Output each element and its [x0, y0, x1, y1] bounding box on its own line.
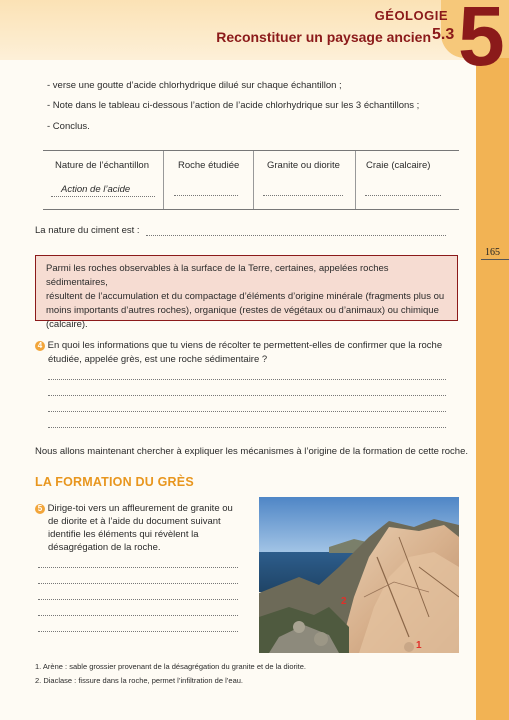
table-header: Roche étudiée — [178, 160, 240, 171]
answer-line[interactable] — [146, 235, 446, 236]
table-divider — [253, 151, 254, 209]
chapter-number: 5 — [458, 0, 505, 83]
instruction-line: - Note dans le tableau ci-dessous l’action de l’acide chlorhydrique sur les 3 échantillons ; — [47, 100, 420, 111]
answer-line[interactable] — [38, 599, 238, 600]
answer-line[interactable] — [48, 395, 446, 396]
question-text: En quoi les informations que tu viens de récolter te permettent-elles de confirmer que la roche — [47, 340, 443, 351]
answer-line[interactable] — [48, 427, 446, 428]
footnote: 1. Arène : sable grossier provenant de la désagrégation du granite et de la diorite. — [35, 662, 307, 671]
question-text: étudiée, appelée grès, est une roche sédimentaire ? — [48, 354, 268, 365]
definition-box — [35, 255, 458, 330]
answer-line[interactable] — [51, 196, 155, 197]
page-number: 165 — [485, 247, 500, 258]
question-text: identifie les éléments qui révèlent la — [48, 529, 199, 540]
results-table — [43, 150, 459, 210]
table-row-label: Action de l’acide — [61, 184, 131, 195]
answer-line[interactable] — [48, 379, 446, 380]
page-number-rule — [481, 259, 509, 260]
table-header: Nature de l’échantillon — [55, 160, 150, 171]
section-heading: LA FORMATION DU GRÈS — [35, 475, 194, 489]
table-divider — [163, 151, 164, 209]
question-text: de diorite et à l’aide du document suivant — [48, 516, 221, 527]
photo-label-arene: 1 — [416, 640, 422, 651]
question-number-badge: 4 — [35, 341, 45, 351]
question-4 — [35, 339, 442, 353]
definition-line: résultent de l’accumulation et du compactage d’éléments d’origine minérale (fragments plus ou — [46, 291, 445, 302]
definition-line: moins importants d’autres roches), organique (restes de végétaux ou d’animaux) ou chimique — [46, 305, 439, 316]
domain-title: GÉOLOGIE — [374, 8, 448, 23]
definition-line: Parmi les roches observables à la surface de la Terre, certaines, appelées roches sédimentaires, — [46, 263, 389, 288]
instruction-line: - Conclus. — [47, 121, 90, 132]
answer-line[interactable] — [38, 615, 238, 616]
cement-prompt: La nature du ciment est : — [35, 225, 140, 236]
question-5 — [35, 502, 233, 516]
question-number-badge: 5 — [35, 504, 45, 514]
answer-line[interactable] — [38, 631, 238, 632]
definition-line: (calcaire). — [46, 319, 88, 330]
photo-label-diaclase: 2 — [341, 596, 347, 607]
instruction-line: - verse une goutte d’acide chlorhydrique dilué sur chaque échantillon ; — [47, 80, 342, 91]
footnote: 2. Diaclase : fissure dans la roche, permet l’infiltration de l’eau. — [35, 676, 244, 685]
answer-line[interactable] — [263, 195, 343, 196]
question-text: Dirige-toi vers un affleurement de granite ou — [47, 503, 233, 514]
answer-line[interactable] — [174, 195, 238, 196]
answer-line[interactable] — [38, 567, 238, 568]
section-title: Reconstituer un paysage ancien — [216, 29, 431, 45]
table-header: Craie (calcaire) — [366, 160, 431, 171]
transition-text: Nous allons maintenant chercher à expliquer les mécanismes à l’origine de la formation de cette roche. — [35, 446, 469, 457]
rock-outcrop-image — [259, 497, 459, 653]
answer-line[interactable] — [38, 583, 238, 584]
answer-line[interactable] — [365, 195, 441, 196]
section-number: 5.3 — [432, 26, 455, 43]
table-header: Granite ou diorite — [267, 160, 340, 171]
right-margin-band — [476, 0, 509, 720]
answer-line[interactable] — [48, 411, 446, 412]
question-text: désagrégation de la roche. — [48, 542, 161, 553]
table-divider — [355, 151, 356, 209]
outcrop-photo — [259, 497, 459, 653]
